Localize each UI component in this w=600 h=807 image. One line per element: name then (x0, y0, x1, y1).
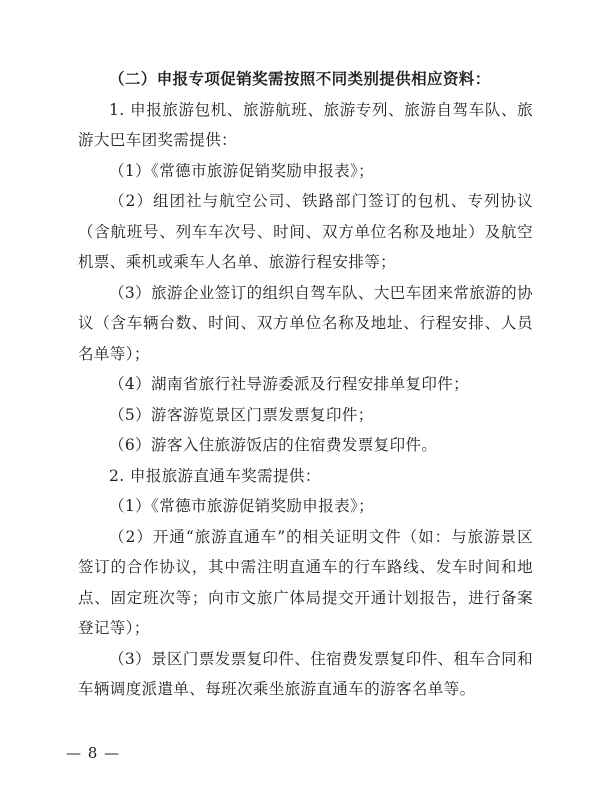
section-heading: （二）申报专项促销奖需按照不同类别提供相应资料： (109, 69, 491, 88)
section-1-item-3: （3）旅游企业签订的组织自驾车队、大巴车团来常旅游的协议（含车辆台数、时间、双方单位名称及地址、行程安排、人员名单等）； (78, 283, 533, 363)
section-1-title: 1. 申报旅游包机、旅游航班、旅游专列、旅游自驾车队、旅游大巴车团奖需提供： (78, 100, 533, 149)
section-1-item-6: （6）游客入住旅游饭店的住宿费发票复印件。 (109, 436, 438, 454)
section-1-item-5: （5）游客游览景区门票发票复印件； (109, 405, 374, 424)
document-body (78, 64, 533, 705)
section-1-item-4: （4）湖南省旅行社导游委派及行程安排单复印件； (109, 375, 470, 393)
section-1-item-2: （2）组团社与航空公司、铁路部门签订的包机、专列协议（含航班号、列车车次号、时间、双方单位名称及地址）及航空机票、乘机或乘车人名单、旅游行程安排等； (78, 192, 533, 271)
section-1-item-1: （1）《常德市旅游促销奖励申报表》； (109, 161, 375, 180)
section-2-title: 2. 申报旅游直通车奖需提供： (109, 466, 321, 485)
page-number: — 8 — (66, 744, 121, 762)
section-2-item-1: （1）《常德市旅游促销奖励申报表》； (109, 497, 375, 515)
section-2-item-2: （2）开通“旅游直通车”的相关证明文件（如：与旅游景区签订的合作协议，其中需注明直通车的行车路线、发车时间和地点、固定班次等；向市文旅广体局提交开通计划报告，进行备案登记等）； (78, 527, 533, 637)
section-2-item-3: （3）景区门票发票复印件、住宿费发票复印件、租车合同和车辆调度派遣单、每班次乘坐旅游直通车的游客名单等。 (78, 649, 533, 698)
